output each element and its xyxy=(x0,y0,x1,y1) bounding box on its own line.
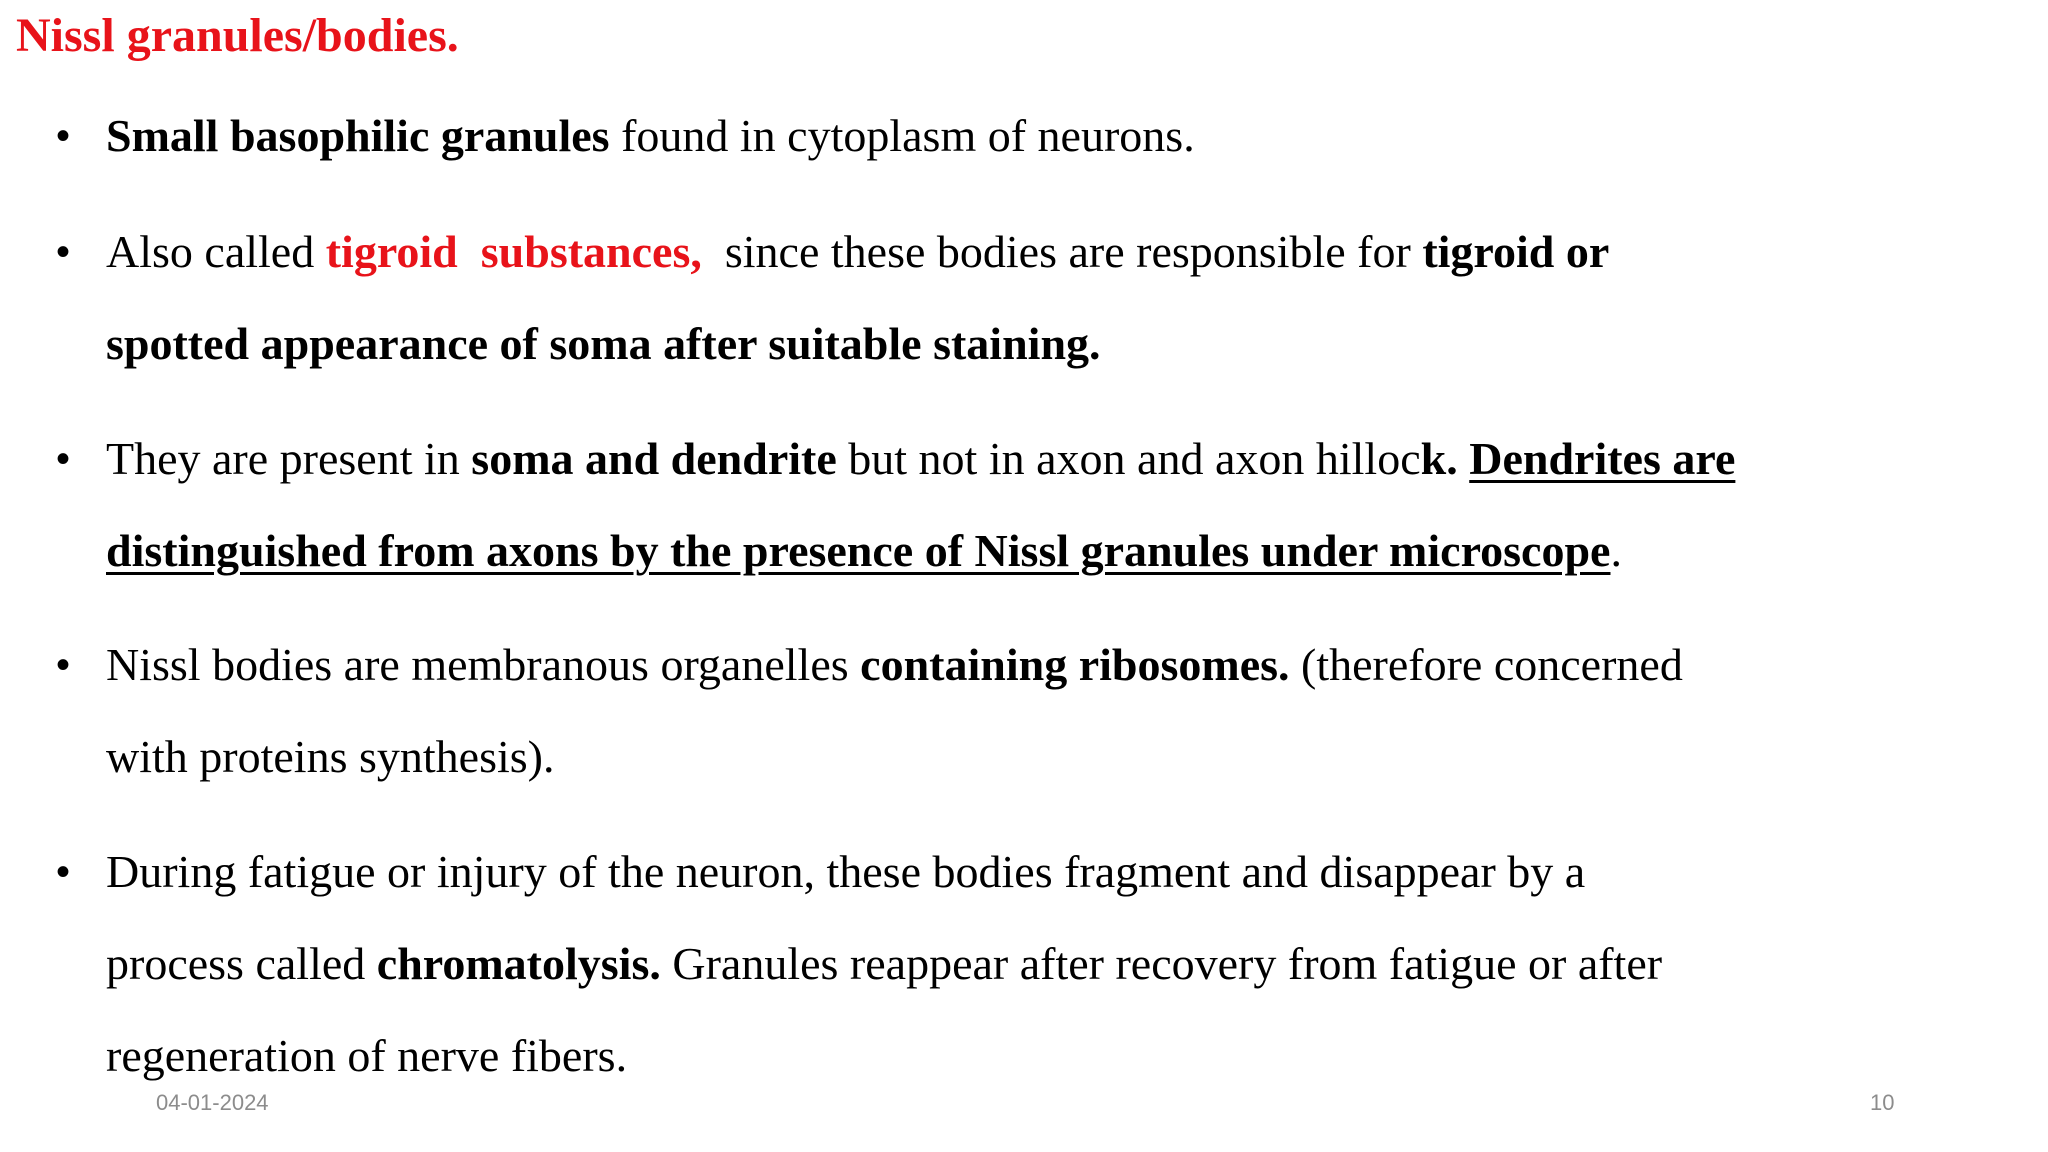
bullet-symbol: • xyxy=(56,643,71,687)
bullet-line xyxy=(106,413,2046,505)
bullet-text xyxy=(106,90,2046,182)
footer-page-number: 10 xyxy=(1870,1090,1895,1115)
bullet-symbol: • xyxy=(56,114,71,158)
bullet-item xyxy=(56,826,2046,1102)
bold-text: containing ribosomes. xyxy=(860,639,1290,690)
bullet-line xyxy=(106,298,2046,390)
text-run: regeneration of nerve fibers. xyxy=(106,1030,628,1081)
bullet-line xyxy=(106,918,2046,1010)
bullet-line xyxy=(106,1010,2046,1102)
highlight-text: tigroid substances, xyxy=(325,226,702,277)
bullet-text xyxy=(106,206,2046,390)
bullet-text xyxy=(106,619,2046,803)
text-run: During fatigue or injury of the neuron, these bodies fragment and disappear by a xyxy=(106,846,1586,897)
bold-text: soma and dendrite xyxy=(471,433,837,484)
text-run: They are present in xyxy=(106,433,472,484)
bold-text: Small basophilic granules xyxy=(106,110,610,161)
bold-text: chromatolysis. xyxy=(376,938,661,989)
bullet-item xyxy=(56,619,2046,803)
text-run: (therefore concerned xyxy=(1289,639,1683,690)
text-run: Nissl bodies are membranous organelles xyxy=(106,639,861,690)
footer-date: 04-01-2024 xyxy=(156,1090,269,1115)
text-run: found in cytoplasm of neurons. xyxy=(609,110,1195,161)
bullet-line xyxy=(106,711,2046,803)
slide-title: Nissl granules/bodies. xyxy=(16,9,459,62)
bullet-line xyxy=(106,505,2046,597)
bullet-line xyxy=(106,90,2046,182)
underlined-bold-text: distinguished from axons by the presence of Nissl granules under microscope xyxy=(106,525,1611,576)
bullet-line xyxy=(106,826,2046,918)
text-run: since these bodies are responsible for xyxy=(701,226,1423,277)
bullet-item xyxy=(56,90,2046,182)
text-run: Also called xyxy=(106,226,326,277)
bullet-item xyxy=(56,206,2046,390)
text-run: process called xyxy=(106,938,377,989)
bullet-text xyxy=(106,826,2046,1102)
underlined-bold-text: Dendrites are xyxy=(1469,433,1736,484)
bold-text: tigroid or xyxy=(1422,226,1610,277)
bullet-line xyxy=(106,206,2046,298)
text-run: Granules reappear after recovery from fatigue or after xyxy=(660,938,1663,989)
bullet-symbol: • xyxy=(56,850,71,894)
bold-text: k. xyxy=(1420,433,1470,484)
bullet-text xyxy=(106,413,2046,597)
bullet-item xyxy=(56,413,2046,597)
text-run: with proteins synthesis). xyxy=(106,731,555,782)
text-run: but not in axon and axon hilloc xyxy=(836,433,1421,484)
bullet-line xyxy=(106,619,2046,711)
text-run: . xyxy=(1610,525,1622,576)
bullet-symbol: • xyxy=(56,230,71,274)
bold-text: spotted appearance of soma after suitable staining. xyxy=(106,318,1101,369)
bullet-symbol: • xyxy=(56,437,71,481)
